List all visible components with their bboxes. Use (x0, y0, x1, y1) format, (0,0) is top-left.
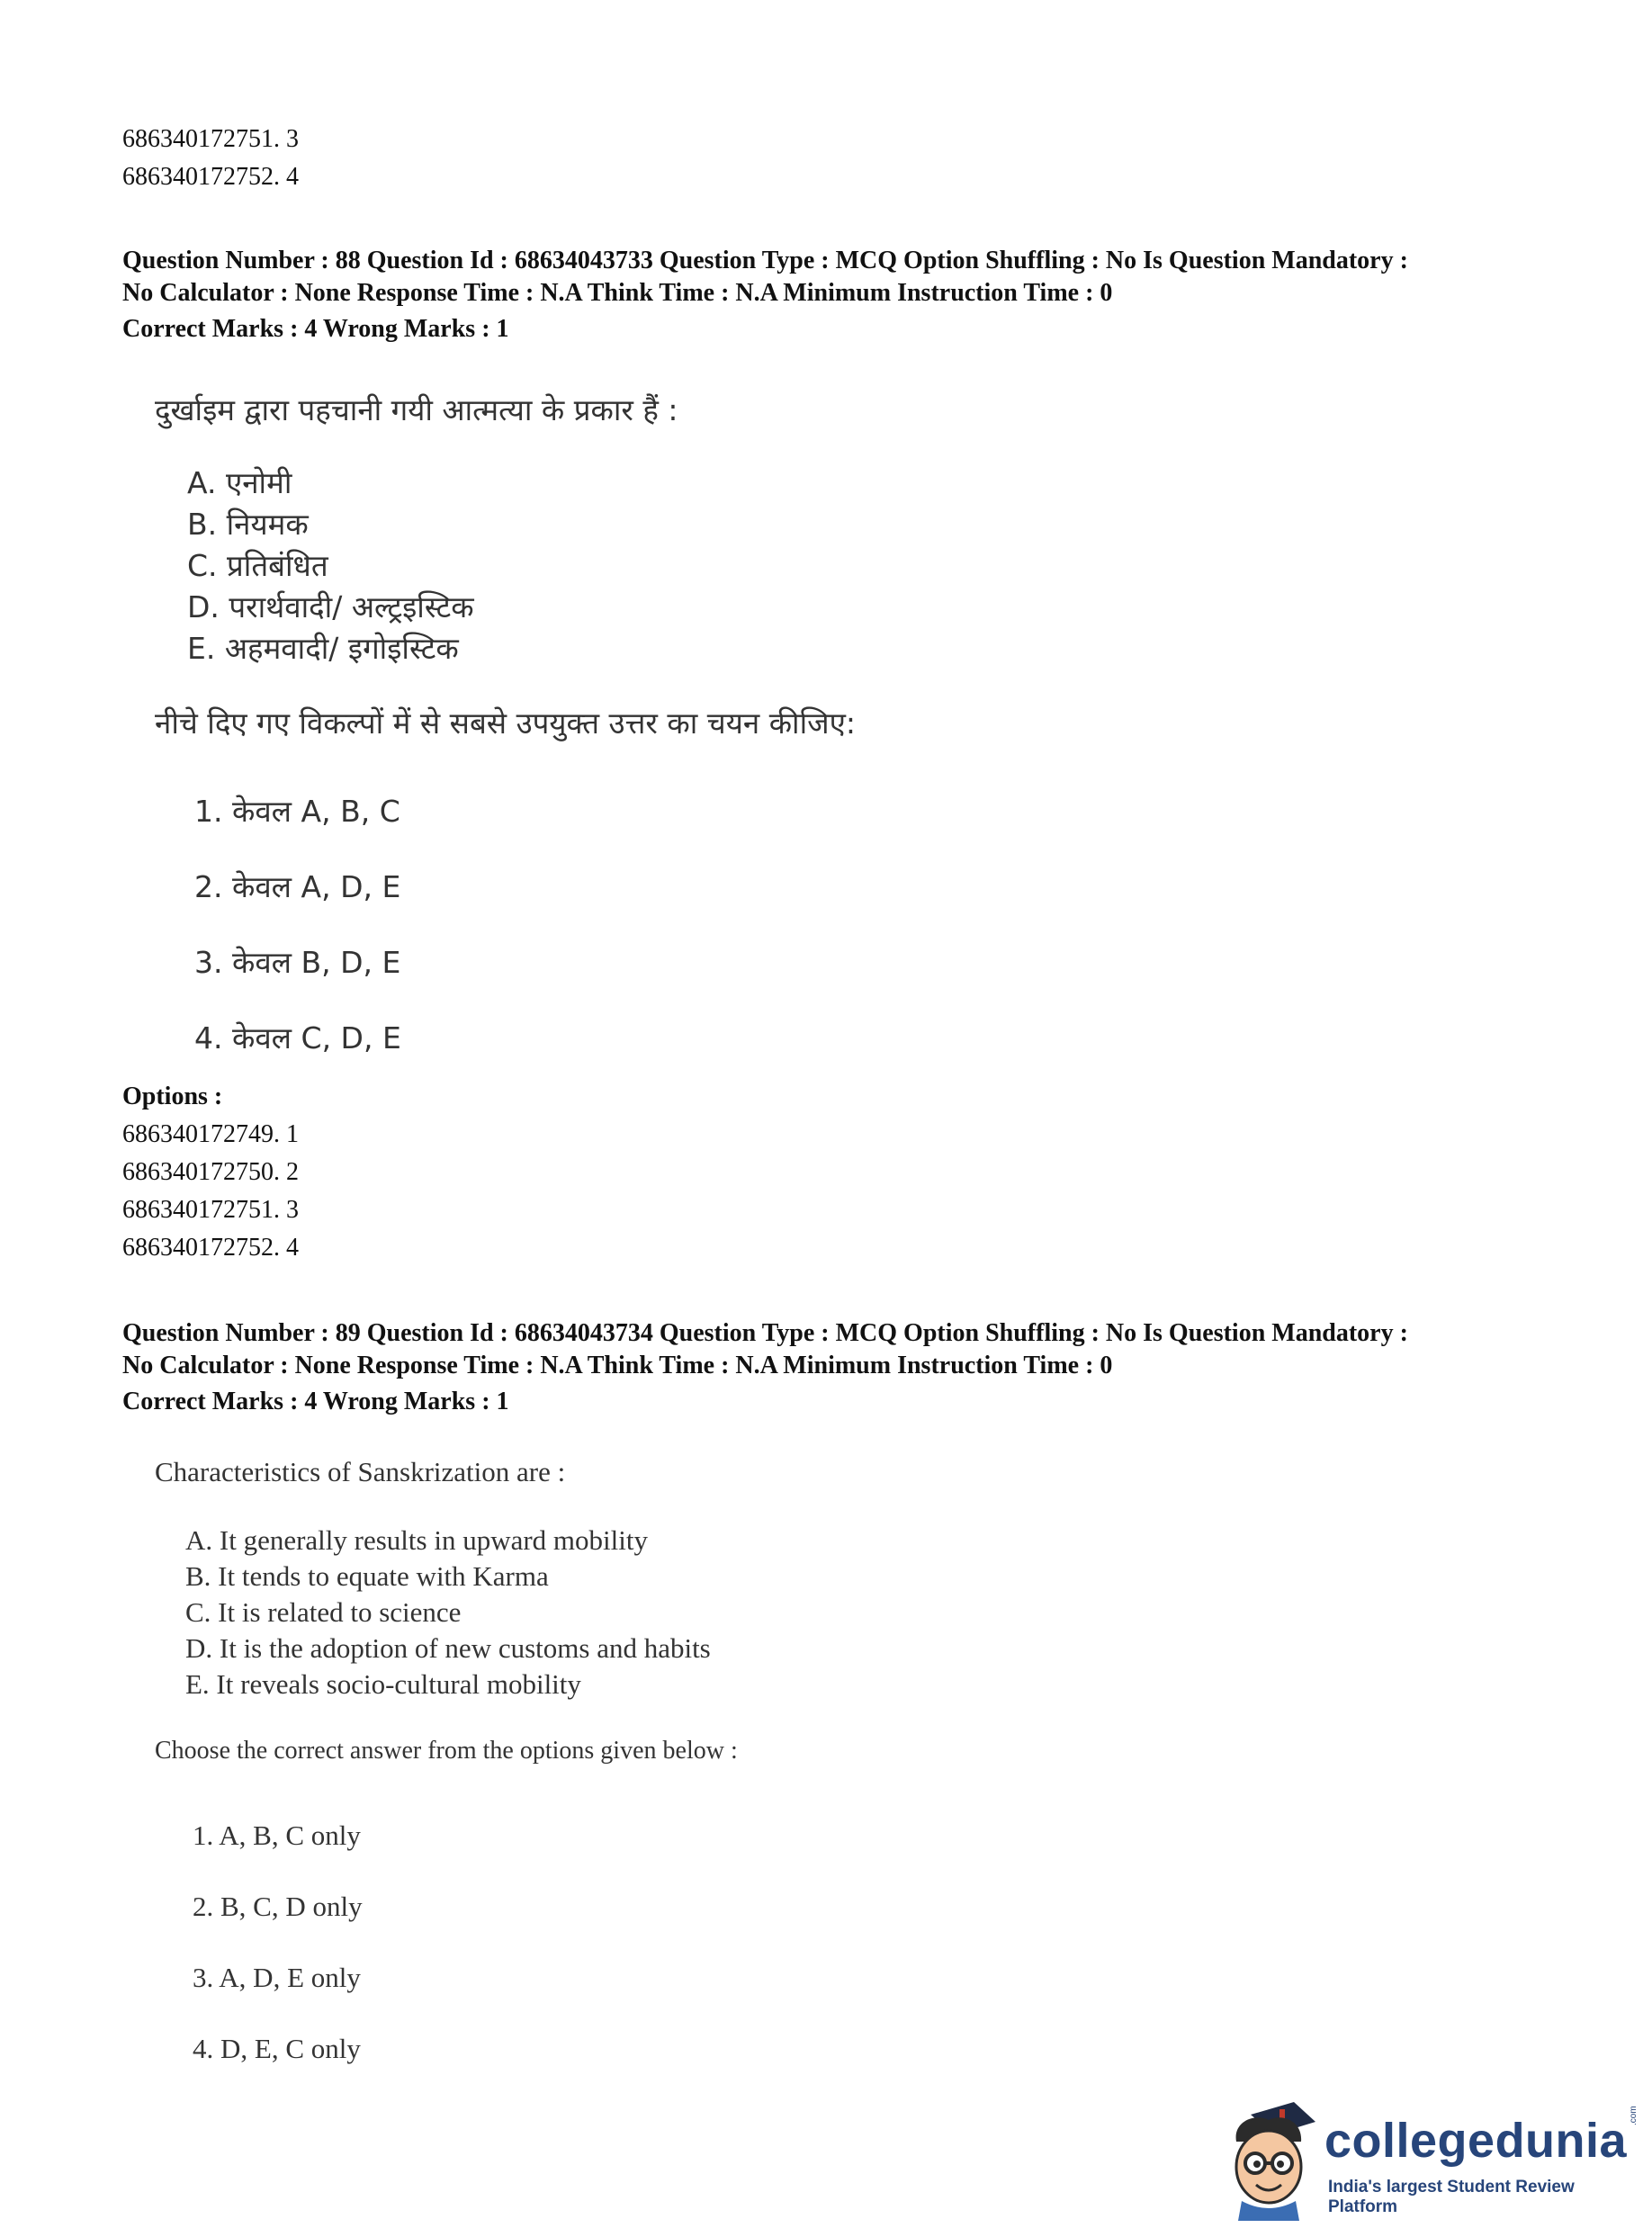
q88-options (122, 1116, 299, 1267)
q88-options-label: Options : (122, 1083, 223, 1110)
statement-e: E. अहमवादी/ इगोइस्टिक (187, 631, 459, 666)
q88-question: दुर्खाइम द्वारा पहचानी गयी आत्मत्या के प्रकार हैं : (155, 392, 678, 427)
prev-options (122, 121, 299, 196)
q88-instruction: नीचे दिए गए विकल्पों में से सबसे उपयुक्त उत्तर का चयन कीजिए: (155, 705, 856, 741)
mascot-icon (1224, 2095, 1323, 2221)
q89-choices (193, 1800, 363, 2084)
choice-1: 1. केवल A, B, C (194, 794, 400, 829)
q89-question: Characteristics of Sanskrization are : (155, 1456, 566, 1487)
option-line: 686340172752. 4 (122, 1234, 299, 1262)
logo-suffix: .com (1629, 2106, 1639, 2125)
q89-header-line1: Question Number : 89 Question Id : 68634043734 Question Type : MCQ Option Shuffling : No Is Question Mandatory : (122, 1319, 1408, 1347)
statement-c: C. It is related to science (185, 1596, 462, 1628)
collegedunia-logo (1224, 2095, 1638, 2221)
logo-tagline: India's largest Student Review Platform (1328, 2178, 1575, 2216)
statement-e: E. It reveals socio-cultural mobility (185, 1668, 581, 1700)
q88-marks: Correct Marks : 4 Wrong Marks : 1 (122, 315, 509, 343)
q89-header-line2: No Calculator : None Response Time : N.A Think Time : N.A Minimum Instruction Time : 0 (122, 1352, 1113, 1379)
statement-a: A. एनोमी (187, 465, 292, 500)
statement-c: C. प्रतिबंधित (187, 548, 328, 583)
q89-header (122, 1317, 1408, 1418)
q88-header (122, 245, 1408, 346)
q89-statements (185, 1523, 711, 1702)
statement-d: D. परार्थवादी/ अल्ट्रइस्टिक (187, 589, 474, 624)
statement-b: B. It tends to equate with Karma (185, 1560, 549, 1592)
q88-statements (187, 463, 474, 669)
option-line: 686340172752. 4 (122, 163, 299, 191)
option-line: 686340172749. 1 (122, 1120, 299, 1148)
q88-header-line2: No Calculator : None Response Time : N.A Think Time : N.A Minimum Instruction Time : 0 (122, 279, 1113, 307)
choice-3: 3. केवल B, D, E (194, 945, 401, 980)
statement-a: A. It generally results in upward mobility (185, 1524, 648, 1556)
logo-wordmark: collegedunia (1324, 2114, 1628, 2168)
option-line: 686340172750. 2 (122, 1158, 299, 1186)
statement-b: B. नियमक (187, 507, 309, 542)
choice-4: 4. D, E, C only (193, 2033, 361, 2064)
q88-choices (194, 774, 401, 1076)
statement-d: D. It is the adoption of new customs and habits (185, 1632, 711, 1664)
choice-1: 1. A, B, C only (193, 1819, 361, 1851)
option-line: 686340172751. 3 (122, 1196, 299, 1224)
choice-2: 2. B, C, D only (193, 1891, 363, 1922)
q89-instruction: Choose the correct answer from the options given below : (155, 1737, 738, 1765)
choice-4: 4. केवल C, D, E (194, 1020, 401, 1056)
q88-header-line1: Question Number : 88 Question Id : 68634043733 Question Type : MCQ Option Shuffling : No Is Question Mandatory : (122, 247, 1408, 274)
q89-marks: Correct Marks : 4 Wrong Marks : 1 (122, 1388, 509, 1415)
choice-2: 2. केवल A, D, E (194, 869, 401, 904)
choice-3: 3. A, D, E only (193, 1962, 361, 1993)
option-line: 686340172751. 3 (122, 125, 299, 153)
